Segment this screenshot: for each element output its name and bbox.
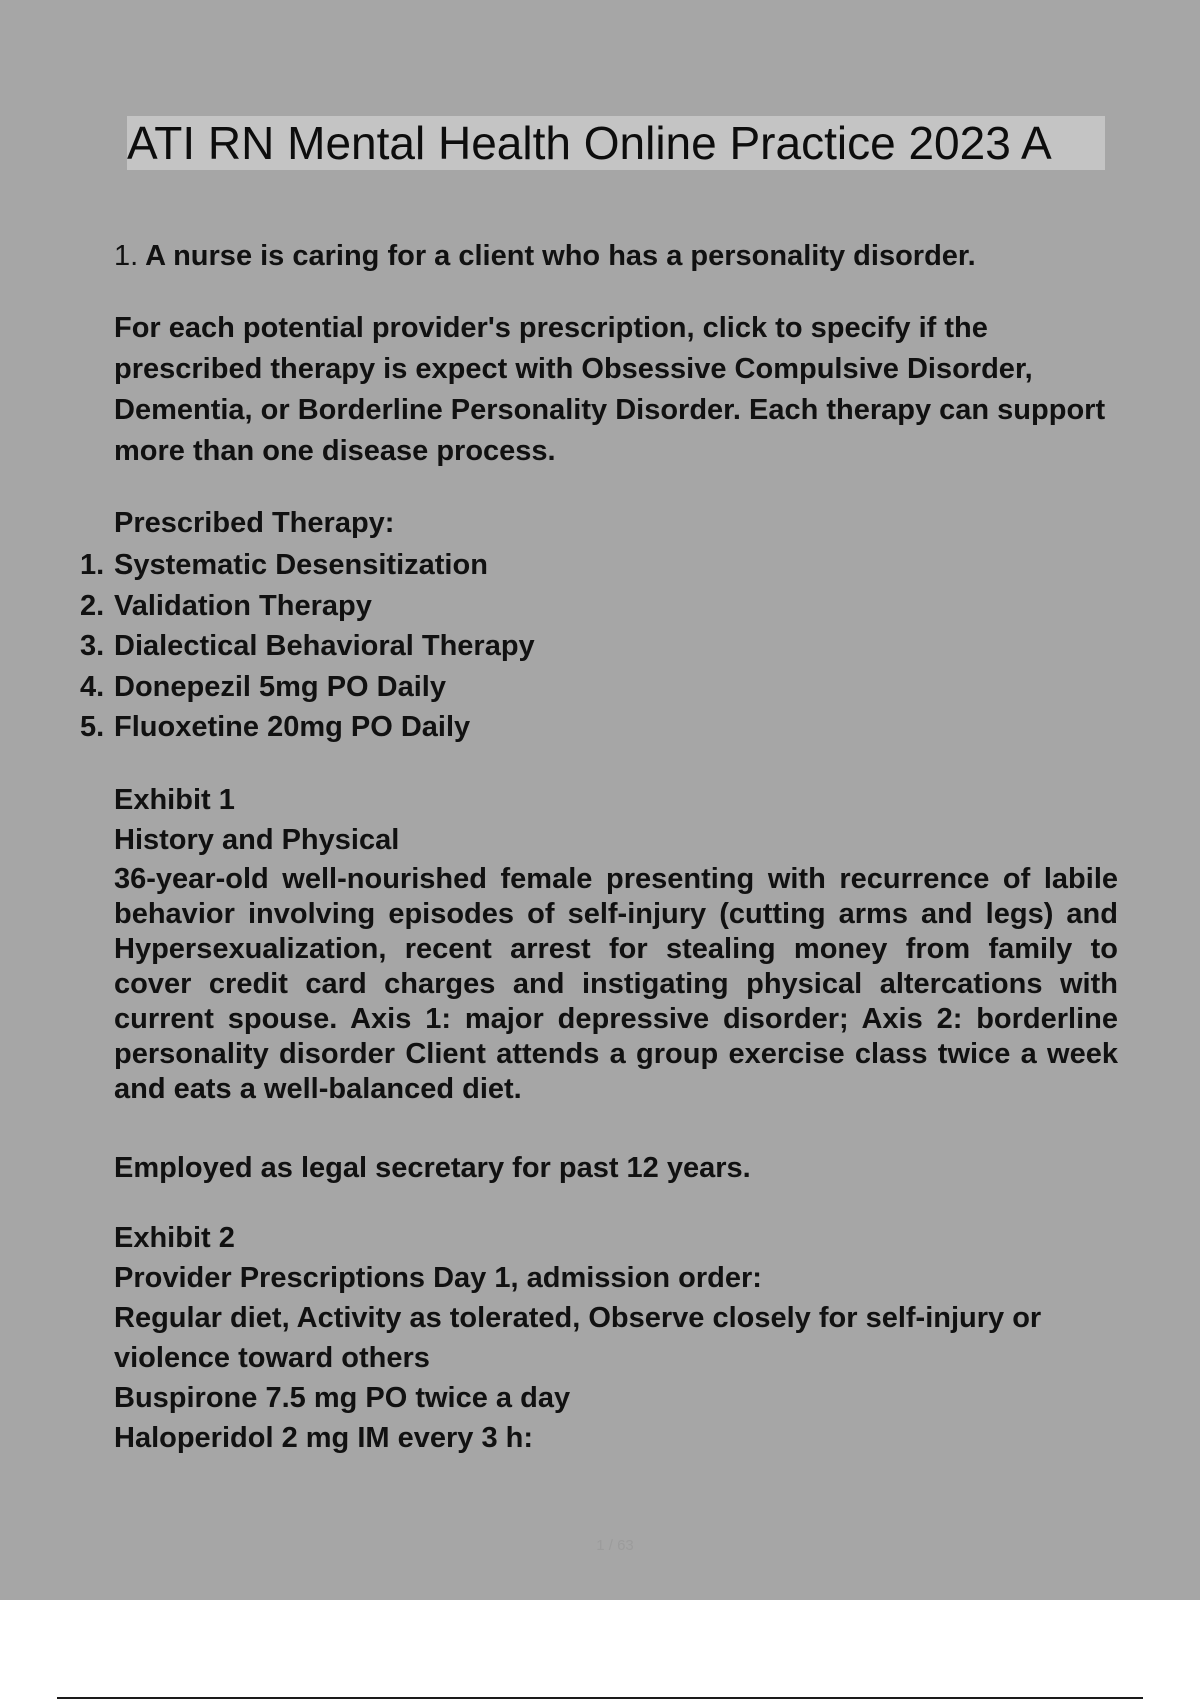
exhibit-1-heading: History and Physical xyxy=(114,824,400,856)
therapy-item xyxy=(80,586,535,627)
therapy-item xyxy=(80,667,535,708)
therapy-item-number: 5. xyxy=(80,711,105,743)
therapy-item-text: Fluoxetine 20mg PO Daily xyxy=(114,711,471,743)
therapy-item-text: Systematic Desensitization xyxy=(114,549,488,581)
therapy-item xyxy=(80,626,535,667)
exhibit-2-label: Exhibit 2 xyxy=(114,1222,235,1254)
therapy-item-number: 1. xyxy=(80,549,105,581)
exhibit-1-label: Exhibit 1 xyxy=(114,784,235,816)
therapy-item-number: 2. xyxy=(80,589,105,622)
therapy-item-number: 3. xyxy=(80,630,105,662)
question-instructions: For each potential provider's prescription, click to specify if the prescribed therapy is expect with Obsessive Compulsive Disorder, Dementia, or Borderline Personality Disorder. Each therapy can support more than one disease process. xyxy=(114,312,1106,467)
exhibit-2-line: Regular diet, Activity as tolerated, Observe closely for self-injury or violence toward others xyxy=(114,1302,1042,1374)
next-page-top-rule xyxy=(57,1697,1143,1699)
therapy-item xyxy=(80,707,535,748)
therapy-item xyxy=(80,545,535,586)
exhibit-2 xyxy=(114,1218,1114,1458)
page-indicator: 1 / 63 xyxy=(596,1537,634,1554)
therapy-item-text: Validation Therapy xyxy=(114,589,372,622)
question-stem-text: A nurse is caring for a client who has a personality disorder. xyxy=(145,240,976,272)
question-stem xyxy=(114,240,976,273)
prescribed-therapy-label: Prescribed Therapy: xyxy=(114,507,395,539)
exhibit-1-body: 36-year-old well-nourished female presenting with recurrence of labile behavior involving episodes of self-injury (cutting arms and legs) and Hypersexualization, recent arrest for stealing money from family to cover credit card charges and instigating physical altercations with current spouse. Axis 1: major depressive disorder; Axis 2: borderline personality disorder Client attends a group exercise class twice a week and eats a well-balanced diet. xyxy=(114,863,1118,1105)
exhibit-1-employment: Employed as legal secretary for past 12 years. xyxy=(114,1152,751,1184)
therapy-item-text: Dialectical Behavioral Therapy xyxy=(114,630,535,662)
therapy-list xyxy=(80,545,535,748)
exhibit-2-heading: Provider Prescriptions Day 1, admission order: xyxy=(114,1262,762,1294)
exhibit-2-line: Haloperidol 2 mg IM every 3 h: xyxy=(114,1422,533,1454)
document-title: ATI RN Mental Health Online Practice 2023 A xyxy=(127,116,1105,170)
exhibit-1-header xyxy=(114,780,1114,860)
exhibit-2-line: Buspirone 7.5 mg PO twice a day xyxy=(114,1382,571,1414)
therapy-item-text: Donepezil 5mg PO Daily xyxy=(114,670,446,703)
therapy-item-number: 4. xyxy=(80,670,105,703)
question-number: 1. xyxy=(114,240,139,272)
